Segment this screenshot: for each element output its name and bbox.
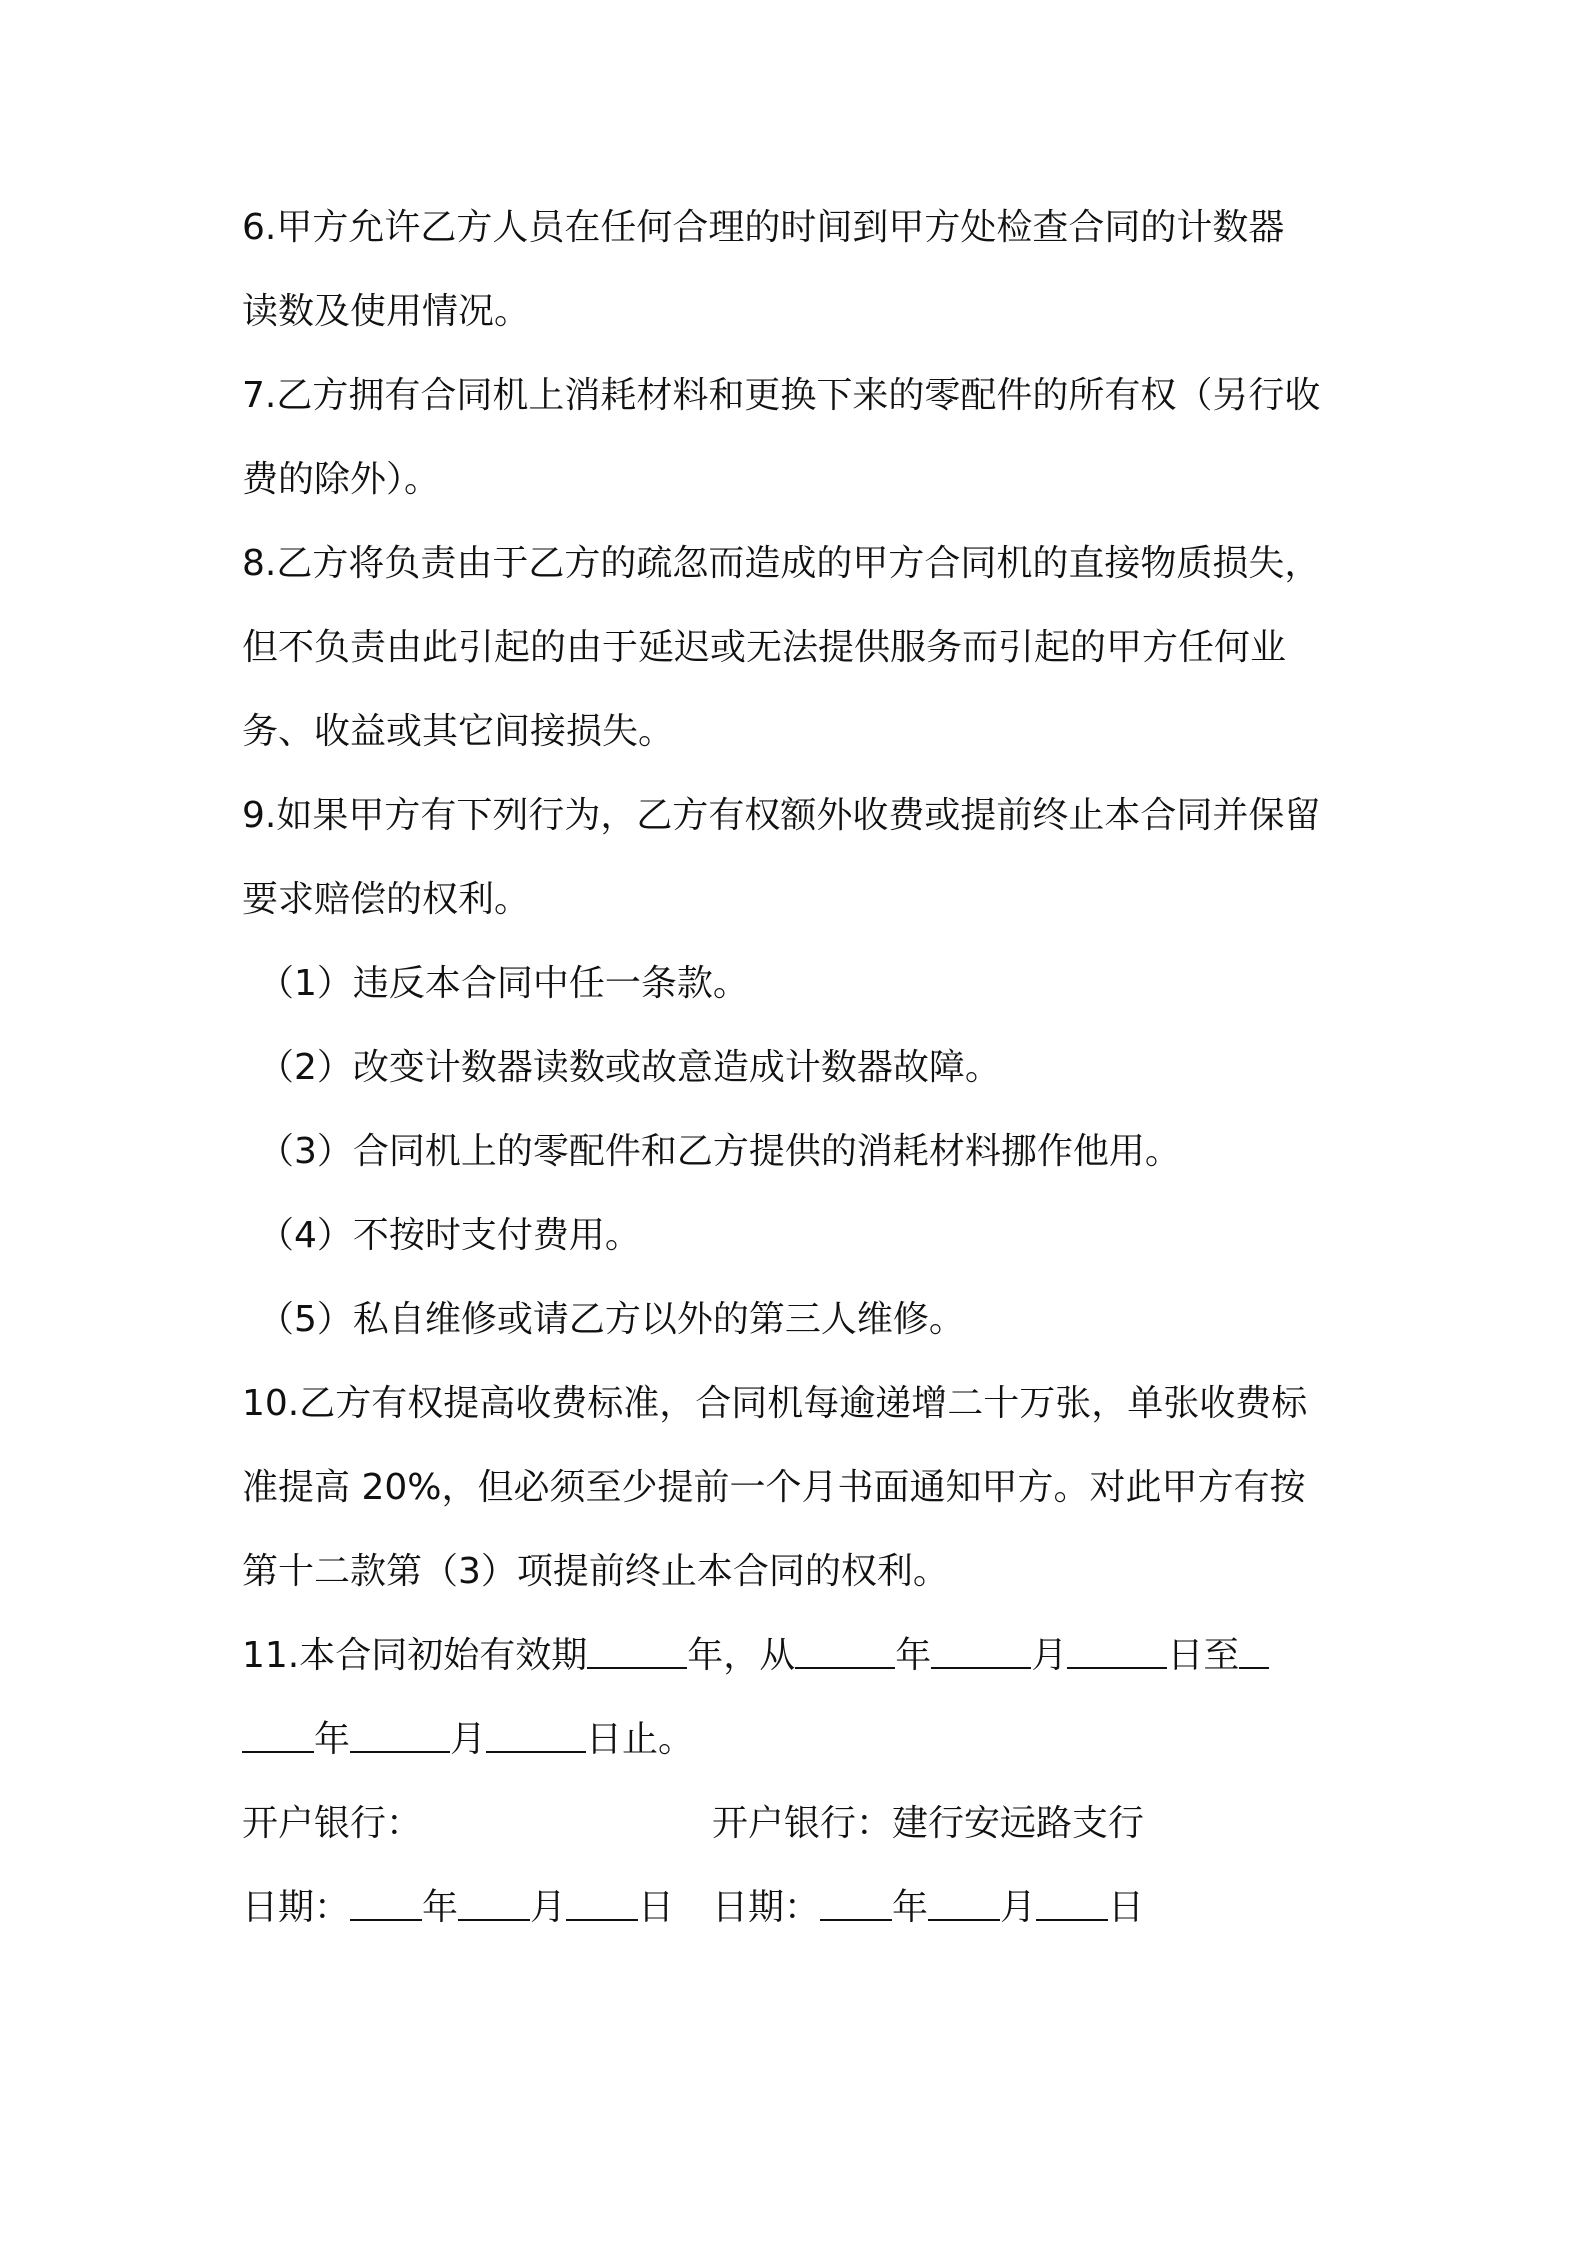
date-row: [242, 1866, 1362, 1950]
clause-11-line-2: [242, 1698, 1362, 1782]
date-day-unit: 日: [638, 1887, 675, 1928]
clause-8-line-2: 但不负责由此引起的由于延迟或无法提供服务而引起的甲方任何业: [242, 627, 1287, 668]
date-day-blank: [566, 1885, 638, 1921]
start-year-blank: [795, 1633, 895, 1669]
term-years-blank: [587, 1633, 687, 1669]
date-left: [242, 1887, 674, 1928]
clause-11-prefix: 11.本合同初始有效期: [242, 1635, 588, 1676]
date-month-unit: 月: [1000, 1887, 1037, 1928]
date-year-unit: 年: [892, 1887, 929, 1928]
clause-9-item: （2）改变计数器读数或故意造成计数器故障。: [258, 1047, 1001, 1088]
date-day-blank: [1036, 1885, 1108, 1921]
date-year-blank: [820, 1885, 892, 1921]
clause-8-line-1: 8.乙方将负责由于乙方的疏忽而造成的甲方合同机的直接物质损失，: [242, 543, 1321, 584]
clause-9-line-1: 9.如果甲方有下列行为，乙方有权额外收费或提前终止本合同并保留: [242, 795, 1321, 836]
bank-right-label: 开户银行：建行安远路支行: [712, 1803, 1145, 1844]
clause-11-year: 年: [895, 1635, 932, 1676]
clause-11-month2: 月: [450, 1719, 487, 1760]
clause-10-line-1: 10.乙方有权提高收费标准，合同机每逾递增二十万张，单张收费标: [242, 1383, 1308, 1424]
clause-11-year-unit: 年: [687, 1635, 724, 1676]
clause-9-line-2: 要求赔偿的权利。: [242, 879, 531, 920]
start-month-blank: [931, 1633, 1031, 1669]
date-label: 日期：: [712, 1887, 821, 1928]
end-year-blank-start: [1239, 1633, 1269, 1669]
bank-row: [242, 1782, 1362, 1866]
date-month-blank: [458, 1885, 530, 1921]
date-day-unit: 日: [1108, 1887, 1145, 1928]
clause-7-line-2: 费的除外）。: [242, 459, 441, 500]
clause-6-line-1: 6.甲方允许乙方人员在任何合理的时间到甲方处检查合同的计数器: [242, 207, 1285, 248]
end-year-blank-end: [242, 1717, 314, 1753]
clause-9-item: （5）私自维修或请乙方以外的第三人维修。: [258, 1299, 965, 1340]
date-month-blank: [928, 1885, 1000, 1921]
clause-10-line-3: 第十二款第（3）项提前终止本合同的权利。: [242, 1551, 949, 1592]
clause-6-line-2: 读数及使用情况。: [242, 291, 531, 332]
clause-11-year2: 年: [314, 1719, 351, 1760]
start-day-blank: [1067, 1633, 1167, 1669]
clause-8-line-3: 务、收益或其它间接损失。: [242, 711, 675, 752]
clause-10-line-2: 准提高 20%，但必须至少提前一个月书面通知甲方。对此甲方有按: [242, 1467, 1306, 1508]
clause-11-line-1: [242, 1614, 1362, 1698]
bank-left-label: 开户银行：: [242, 1803, 423, 1844]
clause-9-item: （4）不按时支付费用。: [258, 1215, 641, 1256]
end-month-blank: [350, 1717, 450, 1753]
end-day-blank: [486, 1717, 586, 1753]
clause-11-from: ，从: [723, 1635, 796, 1676]
clause-7-line-1: 7.乙方拥有合同机上消耗材料和更换下来的零配件的所有权（另行收: [242, 375, 1321, 416]
date-year-blank: [350, 1885, 422, 1921]
date-right: [712, 1866, 1144, 1950]
date-month-unit: 月: [530, 1887, 567, 1928]
clause-11-month: 月: [1031, 1635, 1068, 1676]
date-year-unit: 年: [422, 1887, 459, 1928]
clause-9-item: （3）合同机上的零配件和乙方提供的消耗材料挪作他用。: [258, 1131, 1181, 1172]
clause-11-day-to: 日至: [1167, 1635, 1240, 1676]
clause-11-day-end: 日止。: [586, 1719, 695, 1760]
date-label: 日期：: [242, 1887, 351, 1928]
clause-9-item: （1）违反本合同中任一条款。: [258, 963, 749, 1004]
